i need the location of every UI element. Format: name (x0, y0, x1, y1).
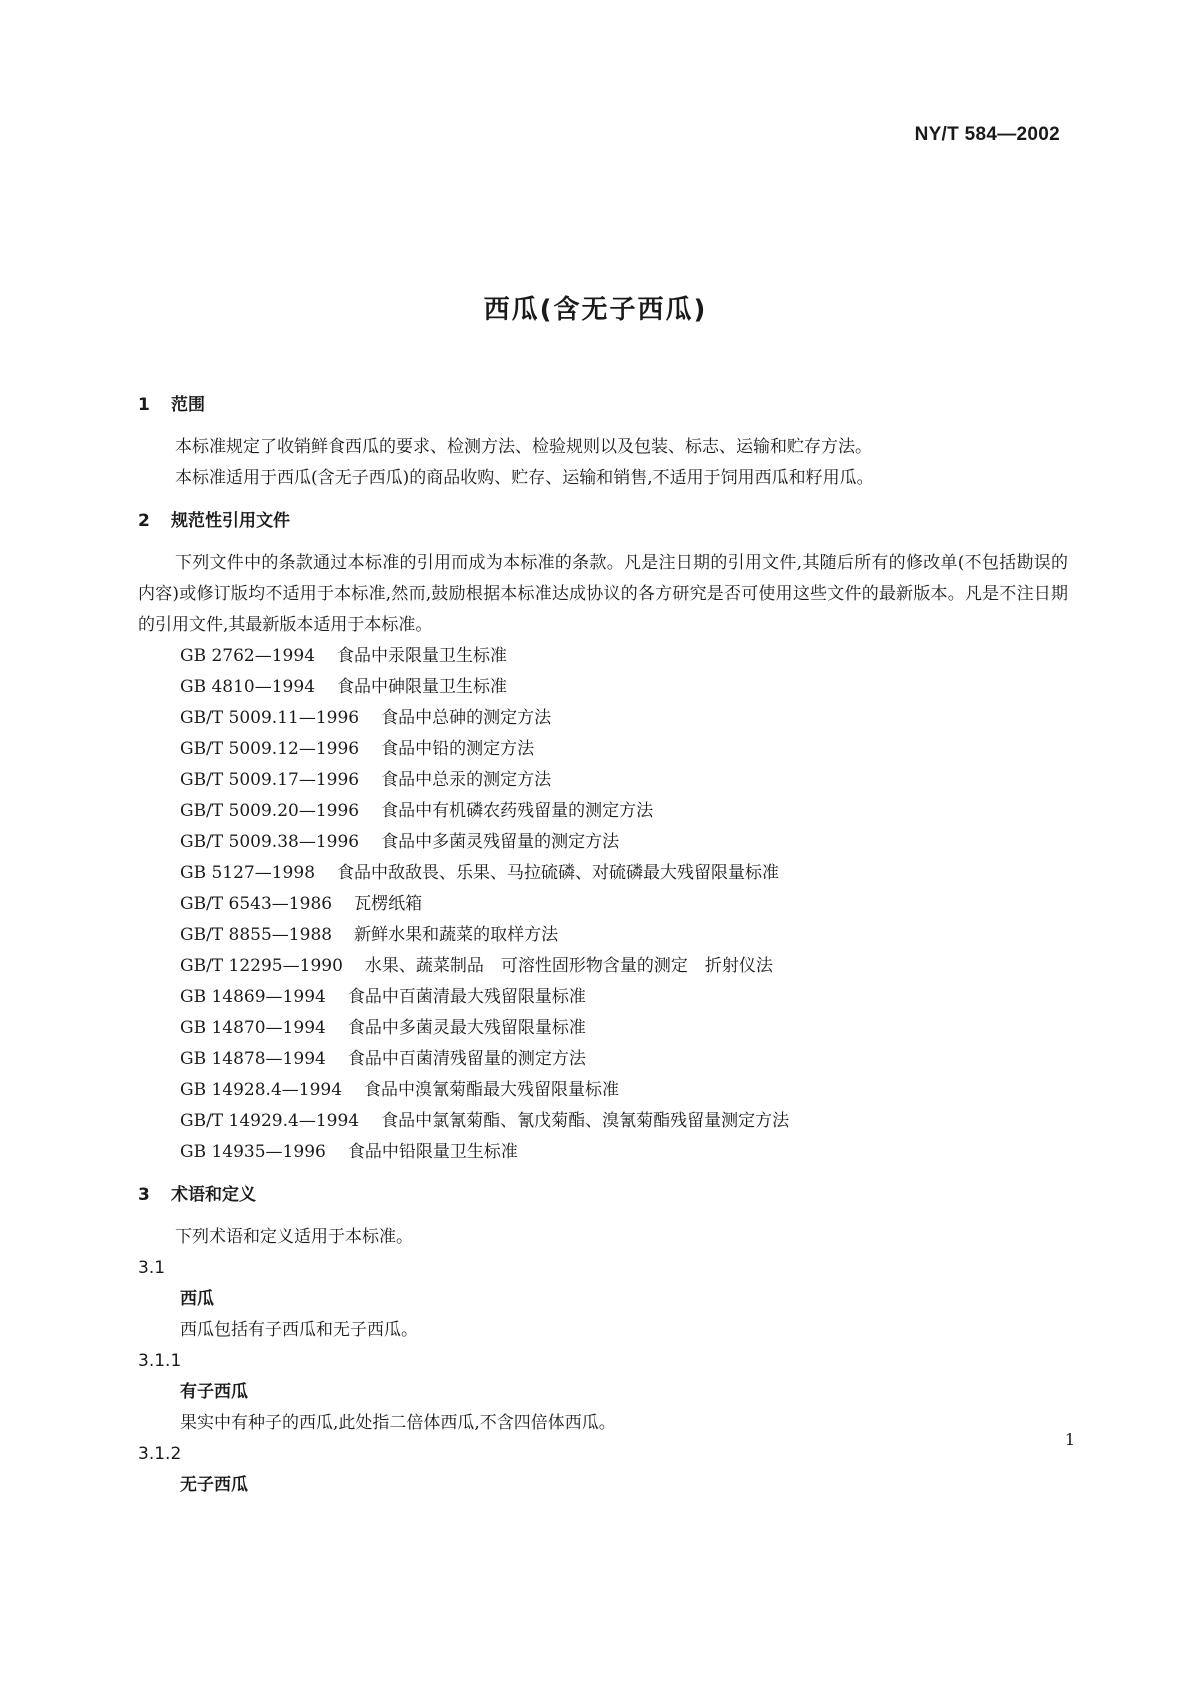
term-number: 3.1.2 (138, 1444, 182, 1464)
section-heading-terms (138, 1180, 1068, 1210)
term-name: 西瓜 (180, 1289, 214, 1309)
reference-code: GB 2762—1994 (180, 646, 316, 666)
reference-code: GB/T 5009.12—1996 (180, 739, 360, 759)
term-number: 3.1.1 (138, 1351, 182, 1371)
reference-title: 新鲜水果和蔬菜的取样方法 (354, 925, 559, 945)
term-entry (138, 1346, 1068, 1439)
reference-title: 食品中汞限量卫生标准 (337, 646, 508, 666)
reference-code: GB/T 5009.11—1996 (180, 708, 360, 728)
section-number: 3 (138, 1185, 150, 1205)
term-definition: 果实中有种子的西瓜,此处指二倍体西瓜,不含四倍体西瓜。 (180, 1413, 616, 1433)
reference-list (138, 641, 1068, 1168)
section-number: 1 (138, 395, 150, 415)
term-name: 有子西瓜 (180, 1382, 248, 1402)
terms-intro: 下列术语和定义适用于本标准。 (175, 1227, 413, 1247)
reference-code: GB 14870—1994 (180, 1018, 326, 1038)
scope-paragraph-1: 本标准规定了收销鲜食西瓜的要求、检测方法、检验规则以及包装、标志、运输和贮存方法。 (175, 437, 872, 457)
reference-code: GB/T 12295—1990 (180, 956, 343, 976)
reference-item (180, 796, 1068, 827)
reference-code: GB 14935—1996 (180, 1142, 326, 1162)
reference-title: 食品中敌敌畏、乐果、马拉硫磷、对硫磷最大残留限量标准 (337, 863, 780, 883)
reference-item (180, 734, 1068, 765)
reference-code: GB/T 5009.20—1996 (180, 801, 360, 821)
term-definition: 西瓜包括有子西瓜和无子西瓜。 (180, 1320, 418, 1340)
reference-item (180, 641, 1068, 672)
reference-code: GB/T 5009.38—1996 (180, 832, 360, 852)
document-title: 西瓜(含无子西瓜) (483, 295, 708, 326)
reference-code: GB 4810—1994 (180, 677, 316, 697)
page-number: 1 (1064, 1430, 1075, 1449)
reference-title: 食品中铅的测定方法 (381, 739, 535, 759)
reference-title: 食品中总汞的测定方法 (381, 770, 552, 790)
reference-item (180, 1075, 1068, 1106)
reference-code: GB 5127—1998 (180, 863, 316, 883)
reference-title: 瓦楞纸箱 (354, 894, 423, 914)
reference-code: GB 14928.4—1994 (180, 1080, 343, 1100)
reference-code: GB/T 6543—1986 (180, 894, 333, 914)
reference-item (180, 703, 1068, 734)
reference-title: 食品中百菌清残留量的测定方法 (347, 1049, 586, 1069)
reference-item (180, 920, 1068, 951)
reference-title: 食品中砷限量卫生标准 (337, 677, 508, 697)
section-heading-normative-references (138, 506, 1068, 536)
reference-item (180, 1106, 1068, 1137)
term-name: 无子西瓜 (180, 1475, 248, 1495)
reference-code: GB 14869—1994 (180, 987, 326, 1007)
reference-title: 食品中总砷的测定方法 (381, 708, 552, 728)
reference-code: GB 14878—1994 (180, 1049, 326, 1069)
scope-paragraph-2: 本标准适用于西瓜(含无子西瓜)的商品收购、贮存、运输和销售,不适用于饲用西瓜和籽用瓜。 (175, 468, 874, 488)
reference-code: GB/T 14929.4—1994 (180, 1111, 360, 1131)
reference-title: 食品中溴氰菊酯最大残留限量标准 (364, 1080, 620, 1100)
section-heading-scope (138, 390, 1068, 420)
reference-title: 食品中多菌灵最大残留限量标准 (347, 1018, 586, 1038)
reference-item (180, 1013, 1068, 1044)
reference-item (180, 765, 1068, 796)
reference-item (180, 827, 1068, 858)
reference-item (180, 1044, 1068, 1075)
reference-title: 食品中氯氰菊酯、氰戊菊酯、溴氰菊酯残留量测定方法 (381, 1111, 790, 1131)
reference-item (180, 889, 1068, 920)
reference-title: 食品中多菌灵残留量的测定方法 (381, 832, 620, 852)
term-number: 3.1 (138, 1258, 166, 1278)
term-entry (138, 1253, 1068, 1346)
reference-code: GB/T 8855—1988 (180, 925, 333, 945)
section-title: 范围 (171, 395, 205, 415)
standard-number: NY/T 584—2002 (914, 124, 1060, 145)
reference-title: 食品中铅限量卫生标准 (347, 1142, 518, 1162)
reference-item (180, 951, 1068, 982)
reference-title: 水果、蔬菜制品 可溶性固形物含量的测定 折射仪法 (364, 956, 773, 976)
reference-title: 食品中百菌清最大残留限量标准 (347, 987, 586, 1007)
references-intro: 下列文件中的条款通过本标准的引用而成为本标准的条款。凡是注日期的引用文件,其随后所有的修改单(不包括勘误的内容)或修订版均不适用于本标准,然而,鼓励根据本标准达成协议的各方研究是否可使用这些文件的最新版本。凡是不注日期的引用文件,其最新版本适用于本标准。 (138, 553, 1068, 635)
section-title: 术语和定义 (171, 1185, 256, 1205)
reference-item (180, 982, 1068, 1013)
section-title: 规范性引用文件 (171, 511, 290, 531)
reference-item (180, 672, 1068, 703)
term-entry (138, 1439, 1068, 1501)
reference-title: 食品中有机磷农药残留量的测定方法 (381, 801, 654, 821)
reference-item (180, 858, 1068, 889)
section-number: 2 (138, 511, 150, 531)
reference-code: GB/T 5009.17—1996 (180, 770, 360, 790)
document-body (138, 390, 1068, 1501)
reference-item (180, 1137, 1068, 1168)
